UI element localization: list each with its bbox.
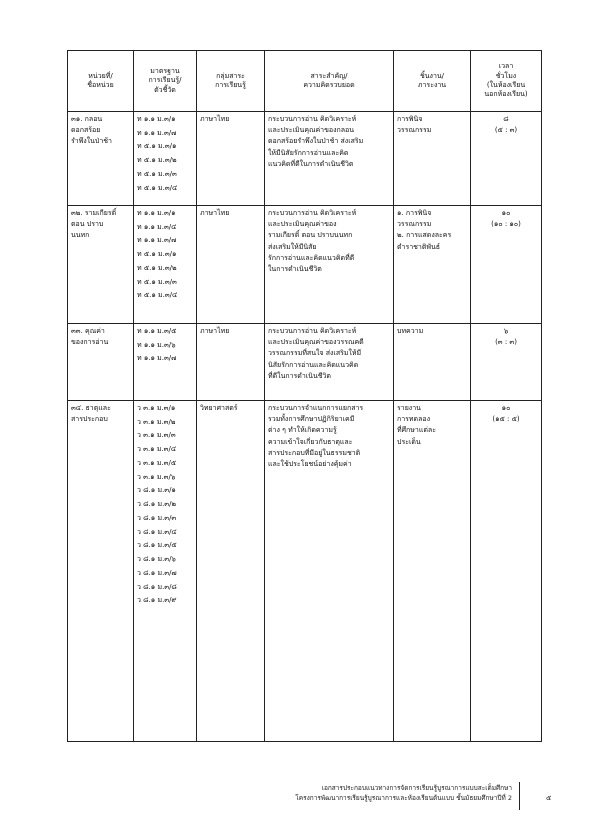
cell-line: ๒. การแสดงละคร [397, 231, 452, 240]
cell-line: วิทยาศาสตร์ [200, 404, 238, 412]
cell-line: ๓๑. กลอน [71, 115, 103, 123]
cell-line: กระบวนการจำแนกการแยกสาร [268, 404, 364, 412]
concept-cell [265, 112, 394, 206]
header-text: นอกห้องเรียน) [484, 90, 528, 99]
cell-line: และประเมินคุณค่าของ [268, 220, 337, 229]
work-cell [394, 401, 471, 742]
cell-line: ว ๘.๑ ม.๓/๖ [137, 555, 176, 564]
header-text: ชั่วโมง [495, 71, 517, 80]
header-unit [68, 51, 134, 112]
header-text: หน่วยที่/ [88, 71, 113, 80]
header-text: กลุ่มสาระ [216, 71, 245, 80]
cell-line: ท ๑.๑ ม.๓/๔ [137, 222, 177, 231]
cell-line: แนวคิดที่ดีในการดำเนินชีวิต [268, 159, 354, 168]
subject-cell [197, 324, 265, 401]
cell-line: กระบวนการอ่าน คิดวิเคราะห์ [268, 327, 357, 335]
cell-line: วรรณกรรม [397, 220, 432, 229]
subject-cell [197, 206, 265, 324]
cell-line: ว ๘.๑ ม.๓/๙ [137, 596, 177, 605]
subject-cell [197, 401, 265, 742]
cell-line: ท ๑.๑ ม.๓/๗ [137, 236, 177, 245]
table-row [68, 112, 542, 206]
subject-cell [197, 112, 265, 206]
cell-line: ว ๘.๑ ม.๓/๔ [137, 527, 177, 536]
cell-line: และประเมินคุณค่าของวรรณคดี [268, 338, 364, 347]
cell-line: (๑๕ : ๕) [492, 415, 520, 424]
cell-line: ท ๕.๑ ม.๓/๔ [137, 183, 178, 192]
cell-line: ๓๓. คุณค่า [71, 327, 105, 335]
standards-cell [134, 206, 197, 324]
header-text: การเรียนรู้ [215, 81, 246, 89]
cell-line: ท ๕.๑ ม.๓/๒ [137, 156, 177, 165]
cell-line: ว ๓.๑ ม.๓/๓ [137, 431, 176, 440]
time-cell [471, 324, 542, 401]
cell-line: รวมทั้งการศึกษาปฏิกิริยาเคมี [268, 415, 355, 424]
page-footer [200, 784, 512, 804]
header-text: สาระสำคัญ/ [310, 71, 348, 80]
cell-line: ที่ดีในการดำเนินชีวิต [268, 371, 331, 380]
table-row [68, 401, 542, 742]
cell-line: ท ๑.๑ ม.๓/๗ [137, 128, 177, 137]
cell-line: ท ๕.๑ ม.๓/๓ [137, 277, 177, 286]
cell-line: ว ๘.๑ ม.๓/๗ [137, 568, 177, 577]
cell-line: ท ๕.๑ ม.๓/๒ [137, 263, 177, 272]
cell-line: กระบวนการอ่าน คิดวิเคราะห์ [268, 115, 357, 123]
cell-line: ส่งเสริมให้มีนิสัย [268, 242, 317, 251]
cell-line: ท ๑.๑ ม.๓/๑ [137, 209, 176, 217]
cell-line: ว ๓.๑ ม.๓/๑ [137, 404, 176, 412]
table-header-row [68, 51, 542, 112]
header-text: ชิ้นงาน/ [419, 71, 445, 80]
cell-line: ตอน ปราบ [71, 220, 104, 229]
cell-line: (๕ : ๓) [494, 126, 518, 135]
header-text: การเรียนรู้/ [148, 76, 182, 85]
cell-line: รำพึงในป่าช้า [71, 137, 112, 146]
work-cell [394, 324, 471, 401]
header-text: ความคิดรวบยอด [303, 81, 355, 89]
cell-line: สารประกอบ [71, 415, 108, 424]
header-text: ชื่อหน่วย [87, 81, 114, 89]
cell-line: ว ๘.๑ ม.๓/๕ [137, 541, 177, 550]
table-row [68, 324, 542, 401]
cell-line: (๑๐ : ๑๐) [491, 220, 521, 229]
cell-line: ในการดำเนินชีวิต [268, 265, 322, 274]
concept-cell [265, 401, 394, 742]
cell-line: ให้มีนิสัยรักการอ่านและคิด [268, 148, 349, 157]
header-text: มาตรฐาน [150, 66, 180, 75]
cell-line: ท ๕.๑ ม.๓/๑ [137, 250, 177, 259]
cell-line: ภาษาไทย [200, 327, 230, 335]
cell-line: วรรณกรรมที่สนใจ ส่งเสริมให้มี [268, 349, 362, 358]
cell-line: ๘ [503, 115, 509, 123]
concept-cell [265, 324, 394, 401]
cell-line: ภาษาไทย [200, 115, 230, 123]
cell-line: ท ๕.๑ ม.๓/๔ [137, 291, 178, 300]
cell-line: ท ๕.๑ ม.๓/๓ [137, 169, 177, 178]
header-text: (ในห้องเรียน [486, 81, 526, 89]
standards-cell [134, 112, 197, 206]
cell-line: นนทก [71, 231, 90, 240]
cell-line: ว ๓.๑ ม.๓/๔ [137, 445, 177, 454]
cell-line: ภาษาไทย [200, 209, 230, 217]
header-text: เวลา [498, 62, 514, 71]
cell-line: ๑. การพินิจ [397, 209, 432, 217]
cell-line: ท ๑.๑ ม.๓/๗ [137, 354, 177, 363]
time-cell [471, 206, 542, 324]
time-cell [471, 401, 542, 742]
unit-cell [68, 324, 134, 401]
header-standards [134, 51, 197, 112]
cell-line: กระบวนการอ่าน คิดวิเคราะห์ [268, 209, 357, 217]
concept-cell [265, 206, 394, 324]
cell-line: และใช้ประโยชน์อย่างคุ้มค่า [268, 460, 352, 469]
unit-cell [68, 112, 134, 206]
cell-line: ที่ศึกษาแต่ละ [397, 426, 436, 435]
cell-line: ต่าง ๆ ทำให้เกิดความรู้ [268, 426, 337, 435]
cell-line: รามเกียรติ์ ตอน ปราบนนทก [268, 231, 353, 240]
cell-line: ๓๒. รามเกียรติ์ [71, 209, 117, 217]
cell-line: การทดลอง [397, 415, 431, 424]
time-cell [471, 112, 542, 206]
cell-line: ว ๓.๑ ม.๓/๖ [137, 472, 176, 481]
cell-line: ท ๑.๑ ม.๓/๕ [137, 327, 177, 335]
cell-line: ดอกสร้อยรำพึงในป่าช้า ส่งเสริม [268, 137, 364, 146]
cell-line: ดอกสร้อย [71, 126, 101, 135]
cell-line: วรรณกรรม [397, 126, 432, 135]
cell-line: ว ๓.๑ ม.๓/๕ [137, 458, 177, 467]
cell-line: ประเด็น [397, 437, 421, 446]
cell-line: สารประกอบที่มีอยู่ในธรรมชาติ [268, 448, 361, 457]
cell-line: รายงาน [397, 404, 421, 412]
cell-line: ว ๘.๑ ม.๓/๘ [137, 582, 177, 591]
cell-line: ว ๓.๑ ม.๓/๒ [137, 417, 176, 426]
unit-cell [68, 401, 134, 742]
cell-line: ท ๕.๑ ม.๓/๑ [137, 142, 177, 151]
cell-line: ของการอ่าน [71, 338, 109, 347]
cell-line: ความเข้าใจเกี่ยวกับธาตุและ [268, 437, 353, 446]
header-time [471, 51, 542, 112]
work-cell [394, 206, 471, 324]
work-cell [394, 112, 471, 206]
cell-line: ท ๑.๑ ม.๓/๖ [137, 340, 176, 349]
footer-line-2: โครงการพัฒนาการเรียนรู้บูรณาการและห้องเรียนต้นแบบ ชั้นมัธยมศึกษาปีที่ 2 [295, 793, 512, 802]
cell-line: ๑๐ [501, 209, 511, 217]
unit-cell [68, 206, 134, 324]
header-text: ภาระงาน [417, 81, 447, 89]
cell-line: รักการอ่านและคิดแนวคิดที่ดี [268, 253, 355, 262]
footer-divider [519, 782, 520, 810]
cell-line: การพินิจ [397, 115, 423, 123]
cell-line: ๑๐ [501, 404, 511, 412]
cell-line: ว ๘.๑ ม.๓/๒ [137, 500, 177, 509]
header-text: ตัวชี้วัด [154, 85, 176, 94]
standards-cell [134, 401, 197, 742]
standards-cell [134, 324, 197, 401]
cell-line: และประเมินคุณค่าของกลอน [268, 126, 355, 135]
cell-line: นิสัยรักการอ่านและคิดแนวคิด [268, 360, 359, 369]
cell-line: ว ๘.๑ ม.๓/๓ [137, 513, 177, 522]
cell-line: ๖ [503, 327, 509, 335]
footer-line-1: เอกสารประกอบแนวทางการจัดการเรียนรู้บูรณาการแบบสะเต็มศึกษา [321, 784, 512, 792]
cell-line: ๓๔. ธาตุและ [71, 404, 111, 412]
cell-line: ท ๑.๑ ม.๓/๑ [137, 115, 176, 123]
cell-line: ว ๘.๑ ม.๓/๑ [137, 486, 176, 495]
header-work [394, 51, 471, 112]
curriculum-table [67, 50, 542, 742]
cell-line: ตำราชาติพันธ์ [397, 242, 441, 251]
cell-line: (๓ : ๓) [495, 338, 517, 347]
header-subject [197, 51, 265, 112]
header-concept [265, 51, 394, 112]
cell-line: บทความ [397, 327, 424, 335]
table-row [68, 206, 542, 324]
page-number: ๕ [546, 794, 552, 802]
